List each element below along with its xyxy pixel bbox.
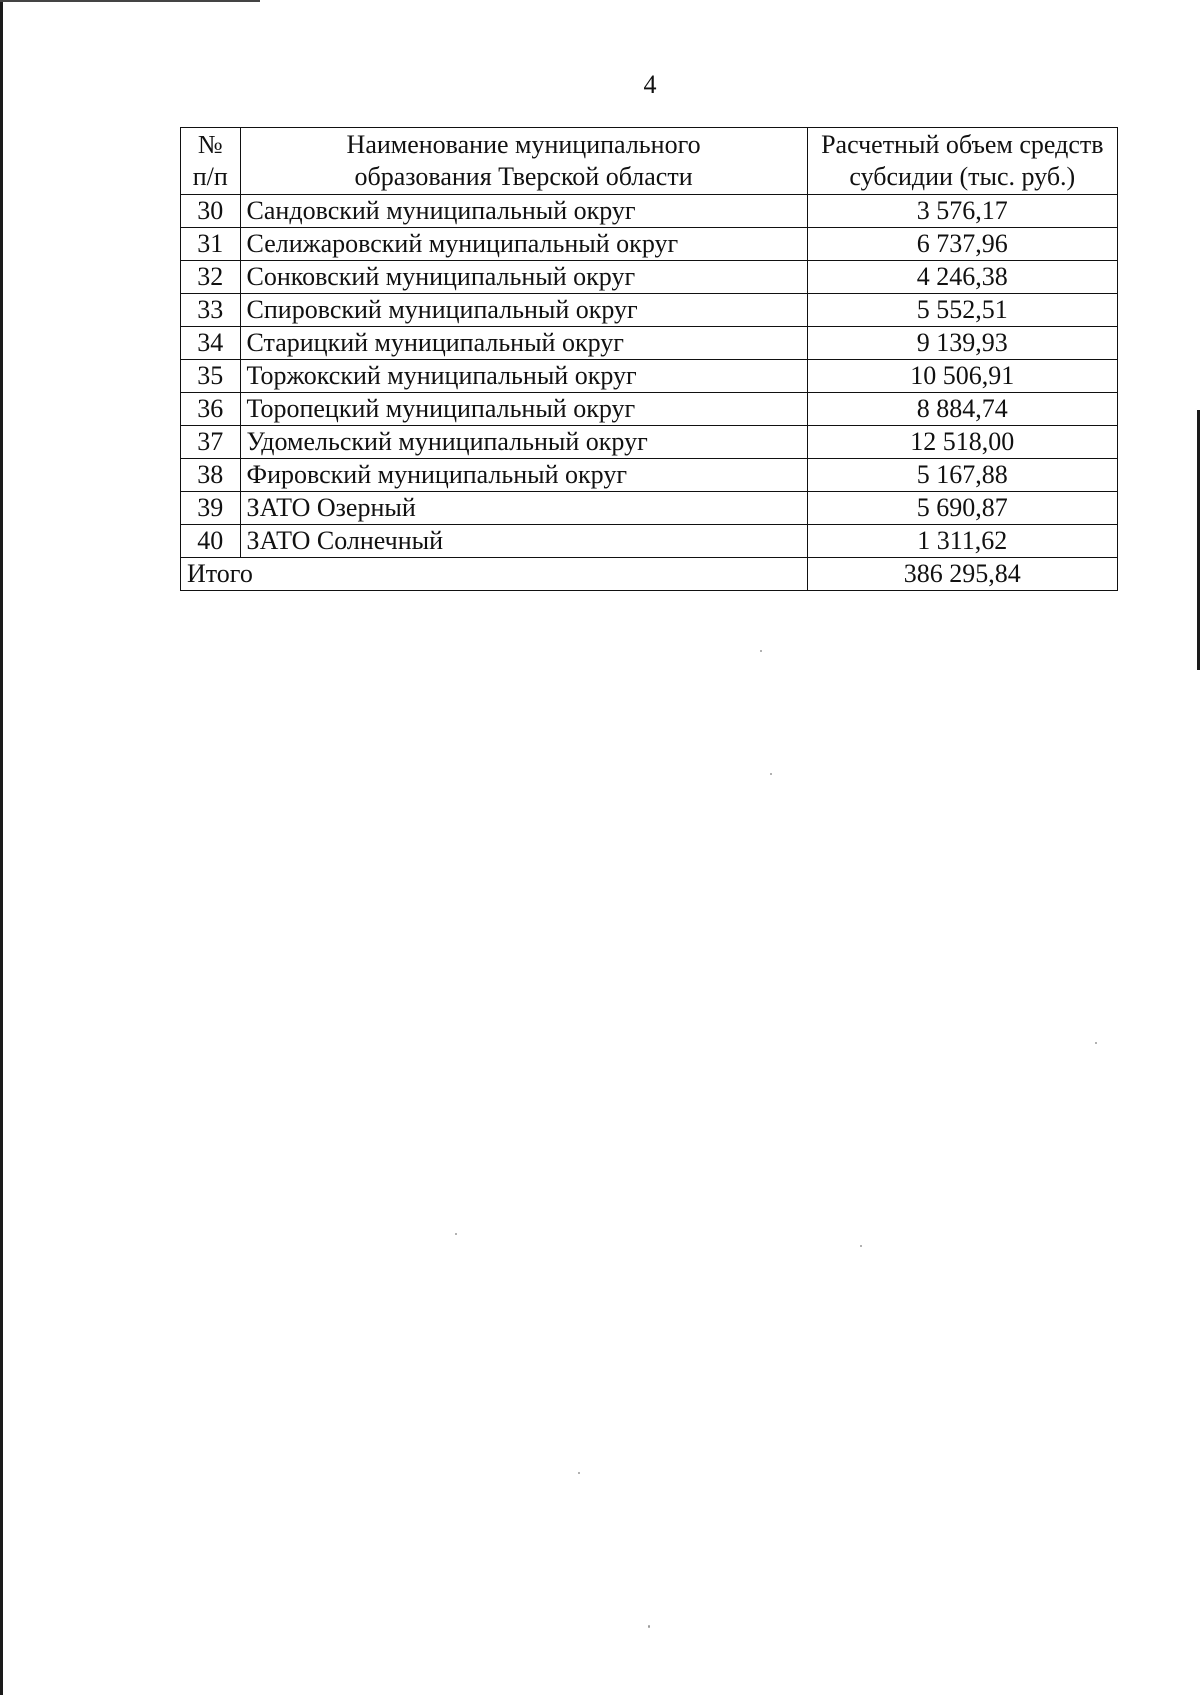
scan-speck xyxy=(578,1472,580,1474)
row-amount: 5 690,87 xyxy=(807,492,1117,525)
table-row xyxy=(181,294,1118,327)
table-row xyxy=(181,525,1118,558)
row-name: Торжокский муниципальный округ xyxy=(240,360,807,393)
row-amount: 5 552,51 xyxy=(807,294,1117,327)
table-row xyxy=(181,492,1118,525)
page-number: 4 xyxy=(643,70,657,99)
row-num: 32 xyxy=(181,261,241,294)
row-name: Удомельский муниципальный округ xyxy=(240,426,807,459)
row-amount: 4 246,38 xyxy=(807,261,1117,294)
row-num: 30 xyxy=(181,195,241,228)
row-num: 31 xyxy=(181,228,241,261)
row-amount: 12 518,00 xyxy=(807,426,1117,459)
row-name: Сандовский муниципальный округ xyxy=(240,195,807,228)
row-amount: 6 737,96 xyxy=(807,228,1117,261)
row-num: 33 xyxy=(181,294,241,327)
row-num: 35 xyxy=(181,360,241,393)
header-name xyxy=(240,128,807,195)
row-name: Сонковский муниципальный округ xyxy=(240,261,807,294)
scan-edge-left xyxy=(0,0,3,1695)
header-num-line-1: № xyxy=(197,130,223,159)
header-num-line-2: п/п xyxy=(192,162,228,191)
scan-speck xyxy=(760,650,762,652)
scan-edge-top xyxy=(0,0,260,2)
total-row xyxy=(181,558,1118,591)
row-name: Спировский муниципальный округ xyxy=(240,294,807,327)
row-name: ЗАТО Озерный xyxy=(240,492,807,525)
scan-speck xyxy=(860,1245,862,1247)
row-name: ЗАТО Солнечный xyxy=(240,525,807,558)
table-row xyxy=(181,195,1118,228)
row-amount: 8 884,74 xyxy=(807,393,1117,426)
row-num: 39 xyxy=(181,492,241,525)
table-row xyxy=(181,261,1118,294)
table-row xyxy=(181,426,1118,459)
row-num: 40 xyxy=(181,525,241,558)
row-num: 37 xyxy=(181,426,241,459)
table-row xyxy=(181,360,1118,393)
scan-speck xyxy=(1095,1042,1097,1044)
total-label: Итого xyxy=(181,558,808,591)
row-amount: 9 139,93 xyxy=(807,327,1117,360)
subsidy-table xyxy=(180,127,1118,591)
header-name-line-2: образования Тверской области xyxy=(354,162,693,191)
row-amount: 5 167,88 xyxy=(807,459,1117,492)
header-amount xyxy=(807,128,1117,195)
row-name: Торопецкий муниципальный округ xyxy=(240,393,807,426)
scan-speck xyxy=(455,1233,457,1235)
row-name: Селижаровский муниципальный округ xyxy=(240,228,807,261)
header-amount-line-1: Расчетный объем средств xyxy=(821,130,1104,159)
header-num xyxy=(181,128,241,195)
row-name: Фировский муниципальный округ xyxy=(240,459,807,492)
table-header-row xyxy=(181,128,1118,195)
header-amount-line-2: субсидии (тыс. руб.) xyxy=(849,162,1076,191)
header-name-line-1: Наименование муниципального xyxy=(346,130,701,159)
table-row xyxy=(181,228,1118,261)
row-num: 34 xyxy=(181,327,241,360)
table-row xyxy=(181,459,1118,492)
row-amount: 1 311,62 xyxy=(807,525,1117,558)
row-name: Старицкий муниципальный округ xyxy=(240,327,807,360)
row-num: 38 xyxy=(181,459,241,492)
row-num: 36 xyxy=(181,393,241,426)
table-row xyxy=(181,393,1118,426)
scan-speck xyxy=(648,1625,650,1628)
total-amount: 386 295,84 xyxy=(807,558,1117,591)
row-amount: 10 506,91 xyxy=(807,360,1117,393)
scan-speck xyxy=(770,773,772,775)
table-row xyxy=(181,327,1118,360)
row-amount: 3 576,17 xyxy=(807,195,1117,228)
